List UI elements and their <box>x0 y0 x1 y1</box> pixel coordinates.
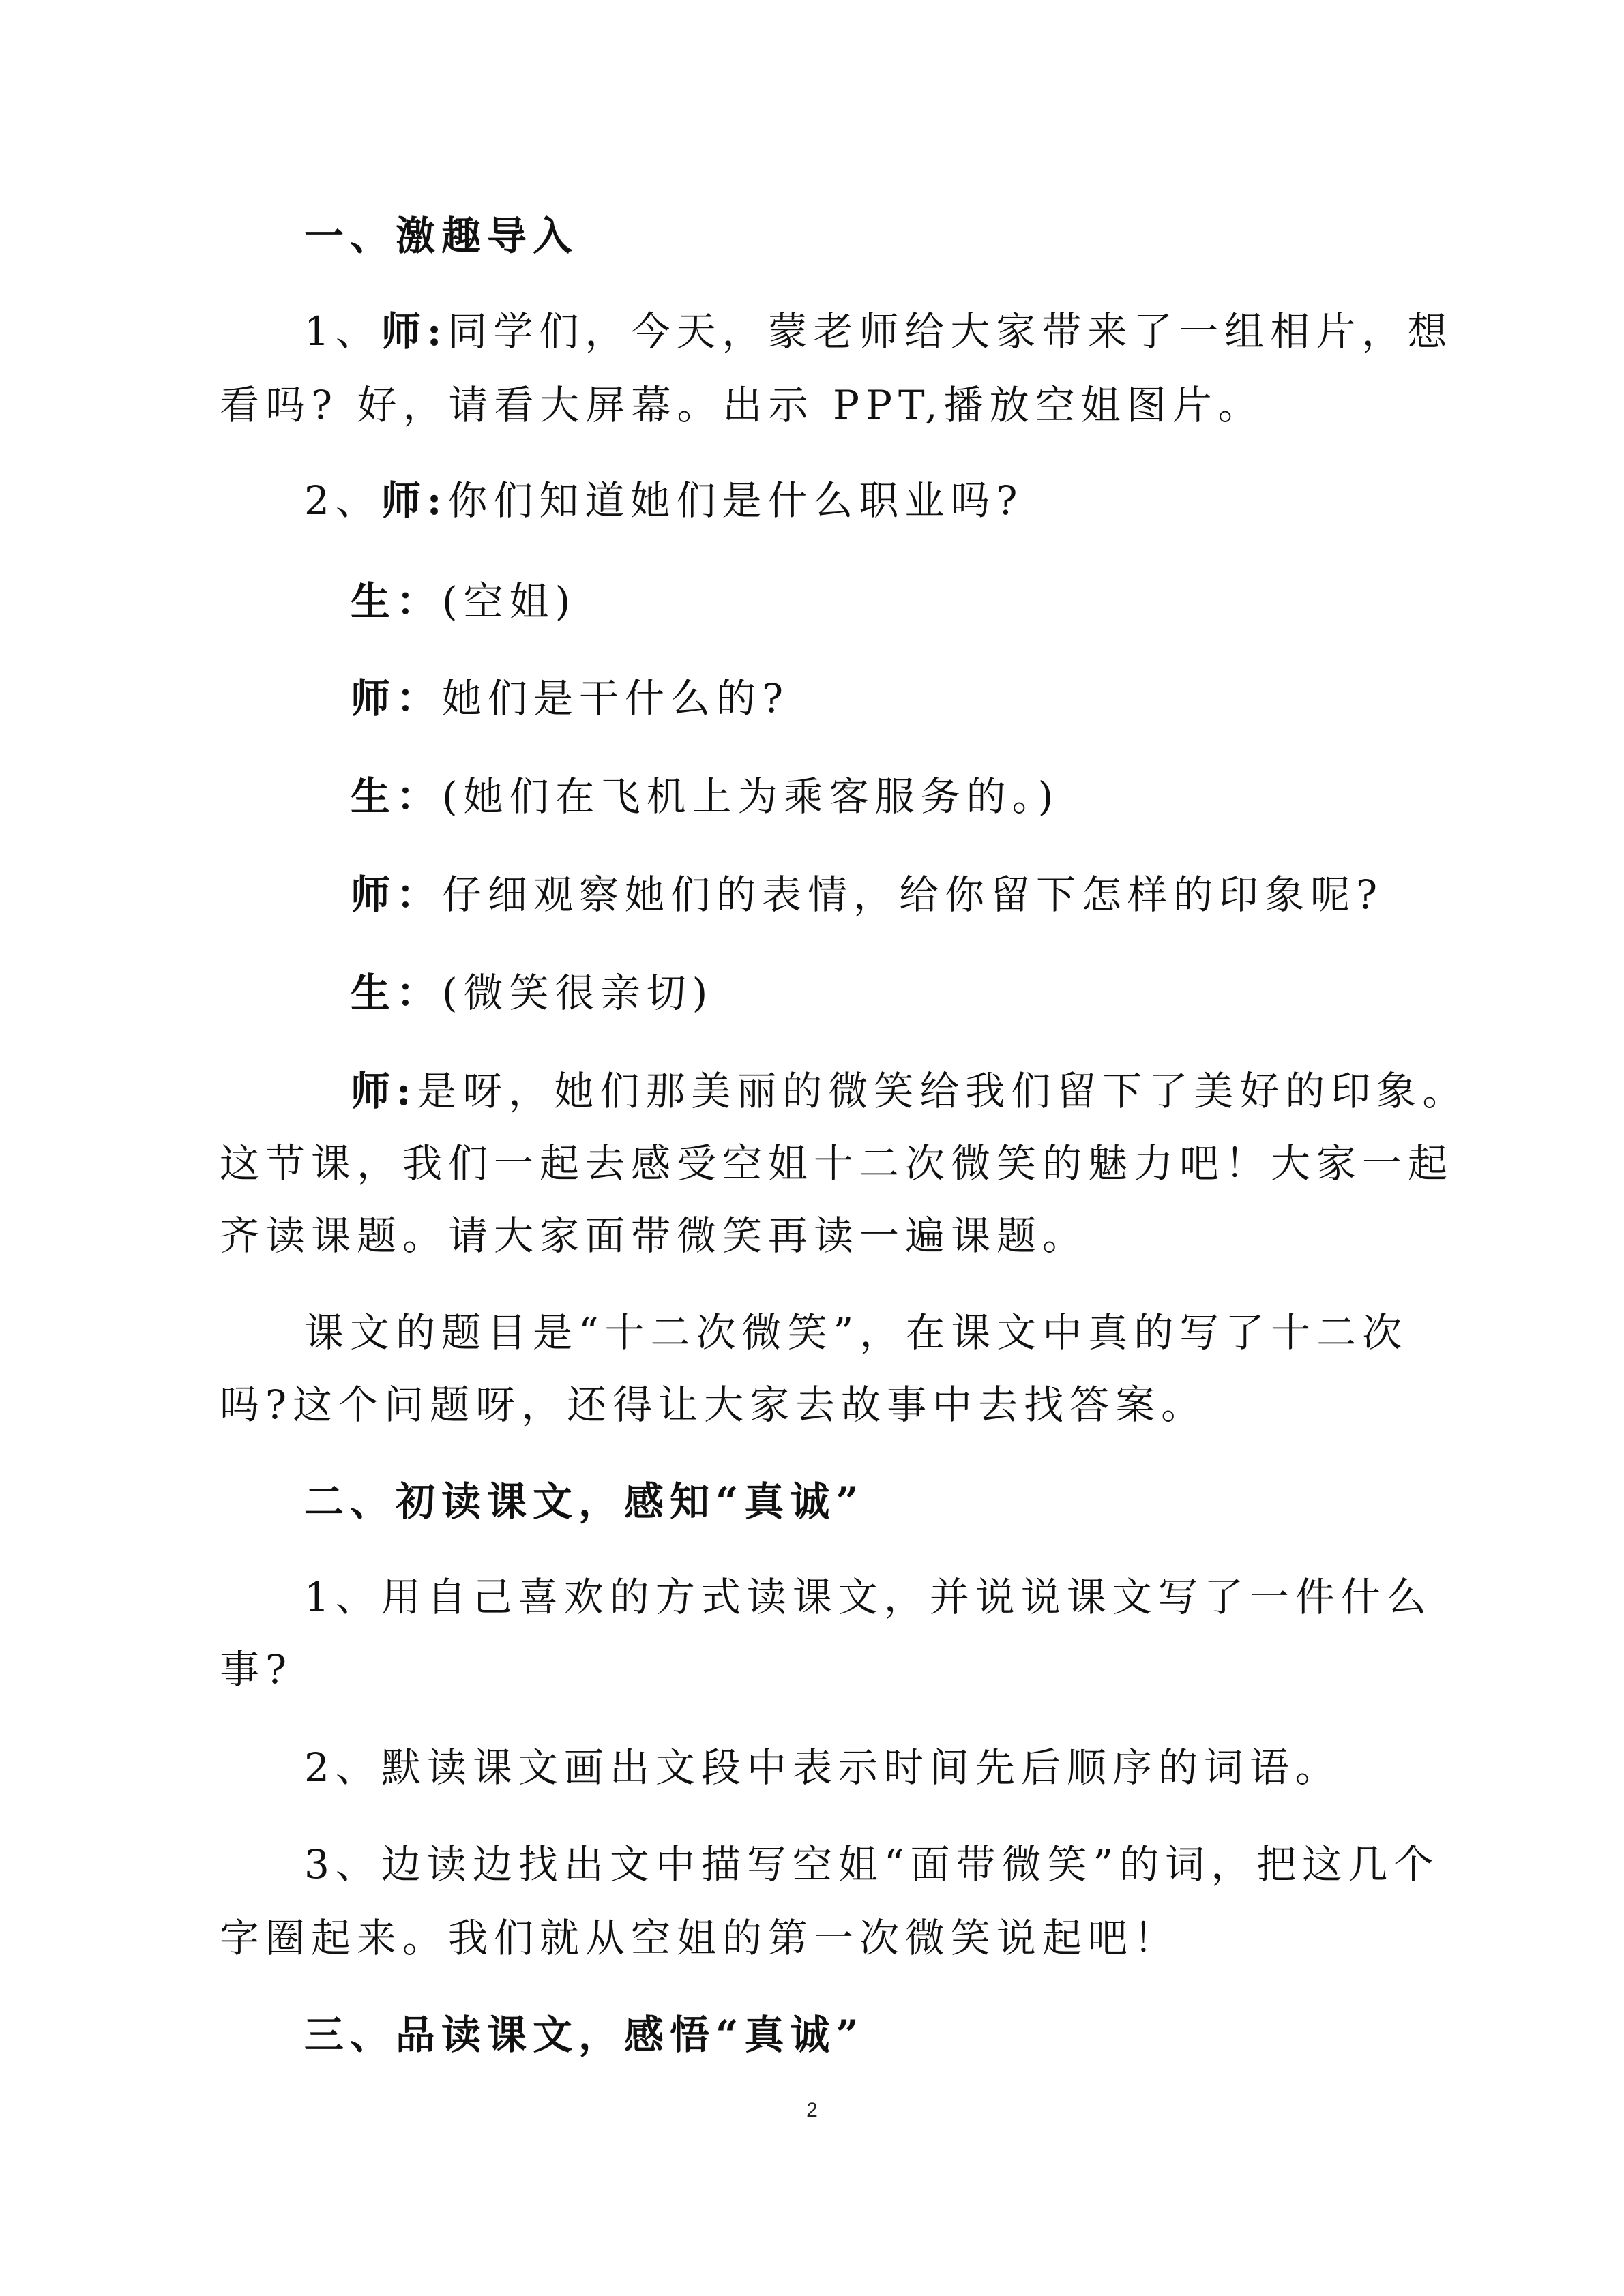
teacher-close-text: 是呀，她们那美丽的微笑给我们留下了美好的印象。 <box>417 1068 1468 1114</box>
dialogue-speaker: 师： <box>351 871 443 918</box>
dialogue-speaker: 生： <box>351 578 443 625</box>
section2-item3-line1: 3、边读边找出文中描写空姐“面带微笑”的词，把这几个 <box>304 1841 1440 1888</box>
item1-speaker: 师: <box>381 308 448 355</box>
section3-heading: 三、品读课文，感悟“真诚” <box>304 2012 865 2058</box>
dialogue-text: (空姐) <box>442 578 577 625</box>
section1-heading: 一、激趣导入 <box>304 213 579 259</box>
dialogue-speaker: 师： <box>351 675 443 721</box>
section2-heading: 二、初读课文，感知“真诚” <box>304 1478 865 1525</box>
teacher-close-line2: 这节课，我们一起去感受空姐十二次微笑的魅力吧！大家一起 <box>220 1140 1454 1187</box>
dialogue-line-3 <box>351 772 1059 821</box>
dialogue-speaker: 生： <box>351 773 443 820</box>
teacher-close-line3: 齐读课题。请大家面带微笑再读一遍课题。 <box>220 1212 1089 1259</box>
dialogue-line-5 <box>351 968 713 1017</box>
item2-speaker: 师: <box>381 477 448 524</box>
item1-text: 同学们，今天，蒙老师给大家带来了一组相片，想 <box>447 308 1453 355</box>
dialogue-text: (微笑很亲切) <box>442 970 714 1016</box>
dialogue-text: 她们是干什么的? <box>442 675 790 721</box>
section2-item3-line2: 字圈起来。我们就从空姐的第一次微笑说起吧！ <box>220 1915 1180 1961</box>
dialogue-line-1 <box>351 577 576 626</box>
dialogue-text: 仔细观察她们的表情，给你留下怎样的印象呢? <box>442 871 1384 918</box>
section2-item1-line2: 事? <box>220 1646 293 1693</box>
dialogue-line-2 <box>351 674 789 723</box>
section2-item1-line1: 1、用自己喜欢的方式读课文，并说说课文写了一件什么 <box>304 1574 1432 1620</box>
teacher-close-speaker: 师: <box>351 1068 417 1114</box>
item1-number: 1、 <box>304 308 381 355</box>
item2-line <box>304 476 1023 525</box>
title-question-line2: 吗?这个问题呀，还得让大家去故事中去找答案。 <box>220 1382 1207 1428</box>
item2-text: 你们知道她们是什么职业吗? <box>447 477 1024 524</box>
item1-line1 <box>304 307 1453 356</box>
dialogue-speaker: 生： <box>351 970 443 1016</box>
item2-number: 2、 <box>304 477 381 524</box>
teacher-close-line1 <box>351 1067 1468 1116</box>
dialogue-line-4 <box>351 870 1383 919</box>
title-question-line1: 课文的题目是“十二次微笑”，在课文中真的写了十二次 <box>304 1309 1408 1356</box>
dialogue-text: (她们在飞机上为乘客服务的。) <box>442 773 1060 820</box>
section2-item2: 2、默读课文画出文段中表示时间先后顺序的词语。 <box>304 1744 1341 1791</box>
item1-line2: 看吗? 好，请看大屏幕。出示 PPT,播放空姐图片。 <box>220 382 1264 428</box>
page-number: 2 <box>806 2099 818 2121</box>
